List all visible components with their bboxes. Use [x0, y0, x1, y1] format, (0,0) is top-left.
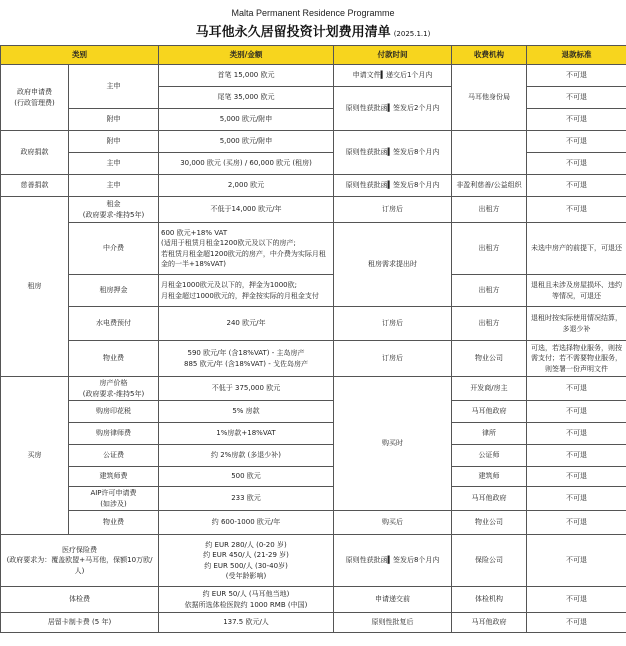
header-payment-time: 付款时间	[334, 46, 452, 65]
amount-cell: 尾笔 35,000 欧元	[159, 87, 334, 109]
amount-cell: 月租金1000欧元及以下的，押金为1000欧; 月租金超过1000欧元的，押金按实际的月租金支付	[159, 275, 334, 307]
title-date: (2025.1.1)	[393, 30, 431, 38]
collector-cell: 非盈利慈善/公益组织	[452, 175, 527, 197]
payment-time-cell: 原则性批复后	[334, 613, 452, 633]
refund-cell: 不可退	[527, 613, 626, 633]
collector-cell: 物业公司	[452, 511, 527, 535]
subcategory-label: 附申	[69, 131, 159, 153]
subcategory-label: 公证费	[69, 445, 159, 467]
subcategory-label: 主申	[69, 153, 159, 175]
payment-time-cell: 申请文件▍递交后1个月内	[334, 65, 452, 87]
subcategory-label: 水电费预付	[69, 307, 159, 341]
amount-cell: 500 欧元	[159, 467, 334, 487]
collector-cell: 开发商/房主	[452, 377, 527, 401]
collector-cell	[452, 131, 527, 175]
category-label: 体检费	[1, 587, 159, 613]
payment-time-cell: 订房后	[334, 197, 452, 223]
table-row	[1, 423, 626, 445]
amount-cell: 不低于14,000 欧元/年	[159, 197, 334, 223]
subcategory-label: 购房律师费	[69, 423, 159, 445]
table-row	[1, 377, 626, 401]
refund-cell: 不可退	[527, 423, 626, 445]
subcategory-label: 物业费	[69, 341, 159, 377]
subcategory-label: 主申	[69, 175, 159, 197]
refund-cell: 退租时按实际使用情况结算，多退少补	[527, 307, 626, 341]
subcategory-label: 房产价格 (政府要求-维持5年)	[69, 377, 159, 401]
amount-cell: 600 欧元+18% VAT (适用于租赁月租金1200欧元及以下的房产; 若租赁月租金超1200欧元的房产，中介费为实际月租金的一半+18%VAT)	[159, 223, 334, 275]
refund-cell: 不可退	[527, 511, 626, 535]
header-collector: 收费机构	[452, 46, 527, 65]
collector-cell: 马耳他身份局	[452, 65, 527, 131]
table-row	[1, 445, 626, 467]
subcategory-label: 物业费	[69, 511, 159, 535]
subcategory-label: 建筑师费	[69, 467, 159, 487]
amount-cell: 5% 房款	[159, 401, 334, 423]
table-row	[1, 131, 626, 153]
category-label: 政府捐款	[1, 131, 69, 175]
category-label: 买房	[1, 377, 69, 535]
category-label: 租房	[1, 197, 69, 377]
table-row	[1, 487, 626, 511]
subcategory-label: 租房押金	[69, 275, 159, 307]
refund-cell: 不可退	[527, 467, 626, 487]
collector-cell: 物业公司	[452, 341, 527, 377]
refund-cell: 不可退	[527, 401, 626, 423]
payment-time-cell: 租房需求提出时	[334, 223, 452, 307]
amount-cell: 约 600-1000 欧元/年	[159, 511, 334, 535]
subcategory-label: 租金 (政府要求-维持5年)	[69, 197, 159, 223]
refund-cell: 不可退	[527, 487, 626, 511]
collector-cell: 出租方	[452, 197, 527, 223]
amount-cell: 约 EUR 280/人 (0-20 岁) 约 EUR 450/人 (21-29 岁) 约 EUR 500/人 (30-40岁) (受年龄影响)	[159, 535, 334, 587]
table-row	[1, 511, 626, 535]
table-row	[1, 307, 626, 341]
table-row	[1, 587, 626, 613]
refund-cell: 不可退	[527, 535, 626, 587]
amount-cell: 240 欧元/年	[159, 307, 334, 341]
collector-cell: 出租方	[452, 307, 527, 341]
category-label: 居留卡制卡费 (5 年)	[1, 613, 159, 633]
english-title: Malta Permanent Residence Programme	[231, 8, 395, 18]
collector-cell: 建筑师	[452, 467, 527, 487]
table-row	[1, 175, 626, 197]
amount-cell: 2,000 欧元	[159, 175, 334, 197]
payment-time-cell: 申请递交前	[334, 587, 452, 613]
refund-cell: 不可退	[527, 587, 626, 613]
header-amount: 类别/金额	[159, 46, 334, 65]
table-row	[1, 535, 626, 587]
table-row	[1, 223, 626, 275]
category-label: 医疗保险费 (政府要求为：覆盖欧盟+马耳他，保额10万欧/人)	[1, 535, 159, 587]
payment-time-cell: 购买后	[334, 511, 452, 535]
refund-cell: 不可退	[527, 175, 626, 197]
table-row	[1, 613, 626, 633]
subcategory-label: AIP许可申请费 (如涉及)	[69, 487, 159, 511]
amount-cell: 30,000 欧元 (买房) / 60,000 欧元 (租房)	[159, 153, 334, 175]
header-row	[1, 46, 626, 65]
subcategory-label: 中介费	[69, 223, 159, 275]
collector-cell: 律所	[452, 423, 527, 445]
collector-cell: 马耳他政府	[452, 401, 527, 423]
payment-time-cell: 订房后	[334, 341, 452, 377]
refund-cell: 可选，若选择物业服务，则按需支付；若不需要物业服务，则签署一份声明文件	[527, 341, 626, 377]
refund-cell: 不可退	[527, 445, 626, 467]
fee-table	[0, 45, 626, 633]
amount-cell: 5,000 欧元/附申	[159, 131, 334, 153]
table-row	[1, 341, 626, 377]
refund-cell: 未选中房产的前提下，可退还	[527, 223, 626, 275]
header-category: 类别	[1, 46, 159, 65]
amount-cell: 约 EUR 50/人 (马耳他当地) 依据所选体检医院约 1000 RMB (中国)	[159, 587, 334, 613]
refund-cell: 退租且未涉及房屋损坏、违约等情况，可退还	[527, 275, 626, 307]
refund-cell: 不可退	[527, 65, 626, 87]
table-row	[1, 275, 626, 307]
payment-time-cell: 原则性获批函▍签发后8个月内	[334, 535, 452, 587]
payment-time-cell: 原则性获批函▍签发后2个月内	[334, 87, 452, 131]
amount-cell: 590 欧元/年 (含18%VAT) - 主岛房产 885 欧元/年 (含18%VAT) - 戈佐岛房产	[159, 341, 334, 377]
amount-cell: 137.5 欧元/人	[159, 613, 334, 633]
amount-cell: 233 欧元	[159, 487, 334, 511]
collector-cell: 出租方	[452, 275, 527, 307]
amount-cell: 不低于 375,000 欧元	[159, 377, 334, 401]
collector-cell: 保险公司	[452, 535, 527, 587]
payment-time-cell: 原则性获批函▍签发后8个月内	[334, 175, 452, 197]
refund-cell: 不可退	[527, 87, 626, 109]
table-row	[1, 197, 626, 223]
subcategory-label: 附申	[69, 109, 159, 131]
collector-cell: 出租方	[452, 223, 527, 275]
collector-cell: 马耳他政府	[452, 613, 527, 633]
collector-cell: 公证师	[452, 445, 527, 467]
refund-cell: 不可退	[527, 131, 626, 153]
collector-cell: 马耳他政府	[452, 487, 527, 511]
collector-cell: 体检机构	[452, 587, 527, 613]
payment-time-cell: 购买时	[334, 377, 452, 511]
refund-cell: 不可退	[527, 153, 626, 175]
table-row	[1, 109, 626, 131]
amount-cell: 5,000 欧元/附申	[159, 109, 334, 131]
subcategory-label: 主申	[69, 65, 159, 109]
subcategory-label: 购房印花税	[69, 401, 159, 423]
amount-cell: 1%房款+18%VAT	[159, 423, 334, 445]
chinese-title: 马耳他永久居留投资计划费用清单	[195, 25, 391, 40]
header-refund: 退款标准	[527, 46, 626, 65]
table-row	[1, 467, 626, 487]
refund-cell: 不可退	[527, 109, 626, 131]
table-row	[1, 153, 626, 175]
category-label: 慈善捐款	[1, 175, 69, 197]
refund-cell: 不可退	[527, 377, 626, 401]
table-row	[1, 401, 626, 423]
table-row	[1, 65, 626, 87]
payment-time-cell: 订房后	[334, 307, 452, 341]
amount-cell: 约 2%房款 (多退少补)	[159, 445, 334, 467]
amount-cell: 首笔 15,000 欧元	[159, 65, 334, 87]
refund-cell: 不可退	[527, 197, 626, 223]
category-label: 政府申请费 (行政管理费)	[1, 65, 69, 131]
payment-time-cell: 原则性获批函▍签发后8个月内	[334, 131, 452, 175]
page-title	[0, 21, 626, 40]
